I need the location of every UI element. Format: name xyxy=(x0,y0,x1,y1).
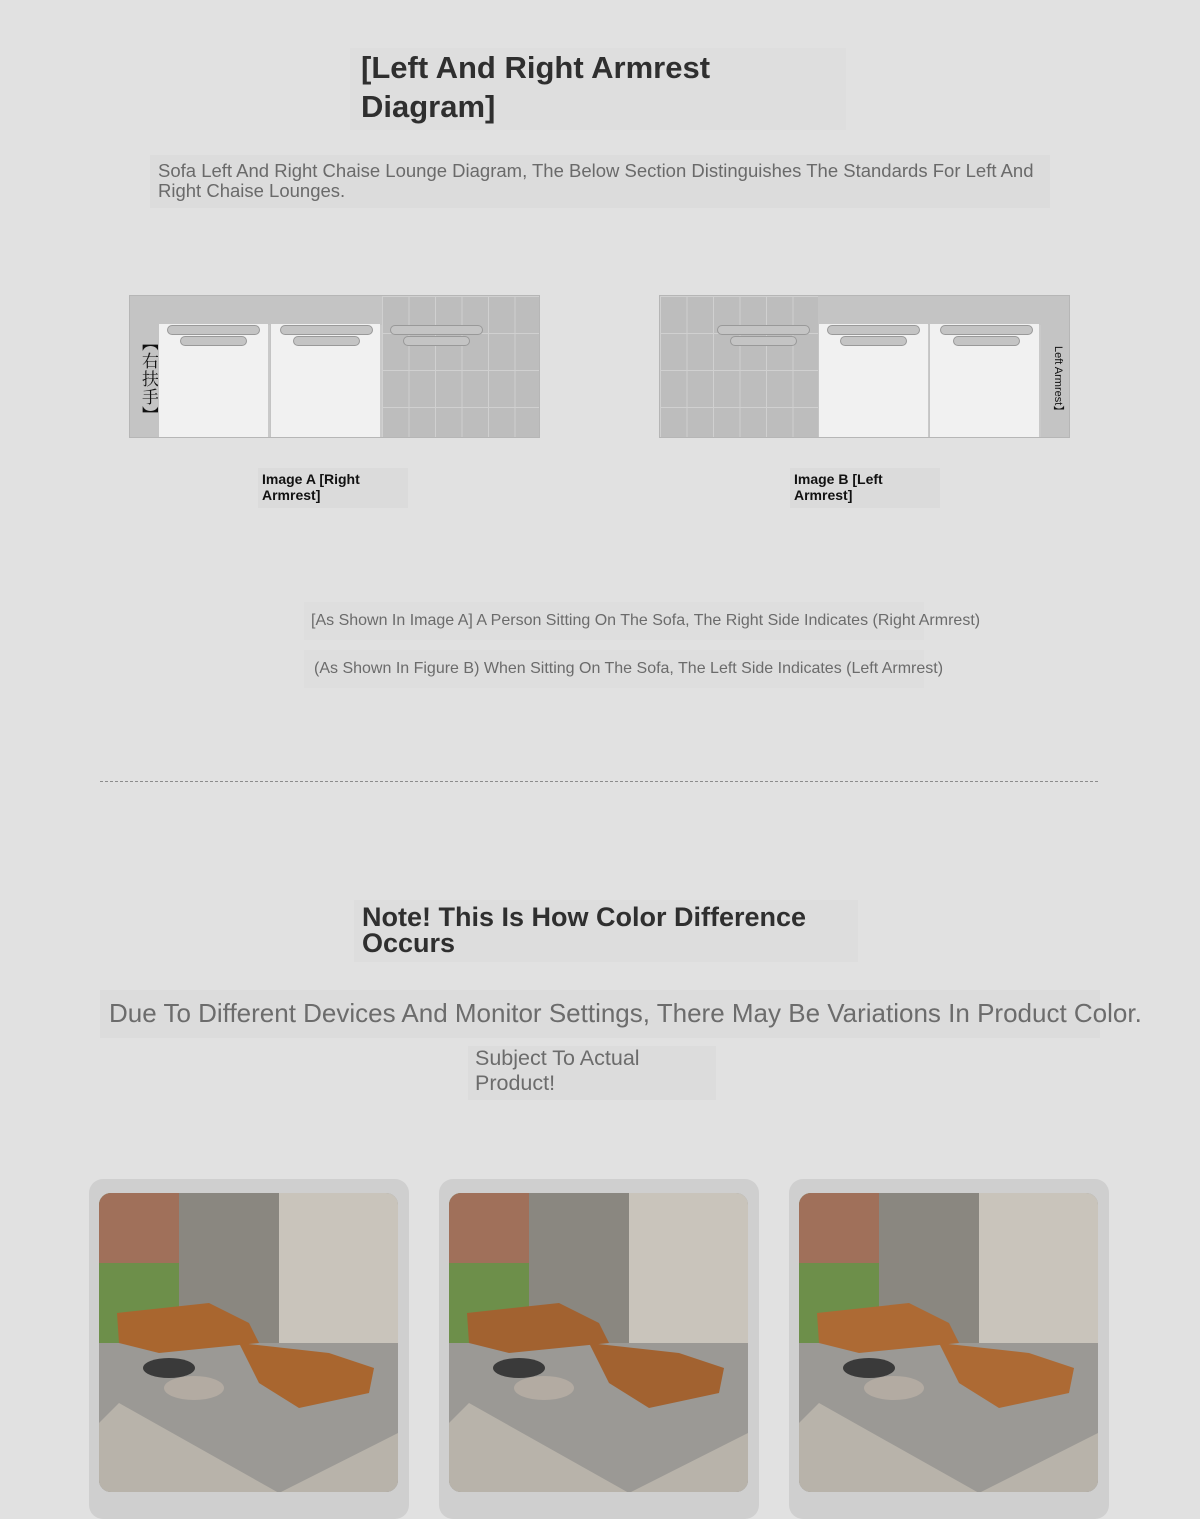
explanation-image-b: (As Shown In Figure B) When Sitting On The Sofa, The Left Side Indicates (Left Armrest) xyxy=(314,660,944,677)
sofa-photo xyxy=(99,1193,398,1492)
photo-card xyxy=(89,1179,409,1519)
note-line-1: Due To Different Devices And Monitor Settings, There May Be Variations In Product Color. xyxy=(109,998,1142,1028)
explanation-image-a: [As Shown In Image A] A Person Sitting On The Sofa, The Right Side Indicates (Right Armrest) xyxy=(311,612,981,629)
photo-card xyxy=(439,1179,759,1519)
sofa-chaise xyxy=(660,296,818,437)
section-divider xyxy=(100,781,1098,782)
sofa-cushion xyxy=(717,325,810,335)
sofa-cushion xyxy=(403,336,470,346)
sofa-cushion xyxy=(180,336,247,346)
sofa-chaise xyxy=(382,296,539,437)
sofa-cushion xyxy=(730,336,797,346)
left-armrest-label: Left Armrest】 xyxy=(1052,346,1064,417)
sofa-backrest xyxy=(818,296,1041,325)
right-armrest-label: 【右扶手】 xyxy=(139,334,158,424)
photo-card xyxy=(789,1179,1109,1519)
sofa-cushion xyxy=(390,325,483,335)
sofa-cushion xyxy=(280,325,373,335)
note-title: Note! This Is How Color Difference Occurs xyxy=(362,902,807,958)
sofa-diagram-a xyxy=(129,295,540,438)
sofa-cushion xyxy=(940,325,1033,335)
caption-image-a: Image A [Right Armrest] xyxy=(262,471,360,503)
note-line-2: Subject To Actual Product! xyxy=(475,1046,640,1095)
sofa-cushion xyxy=(167,325,260,335)
sofa-photo xyxy=(799,1193,1098,1492)
sofa-cushion xyxy=(293,336,360,346)
caption-image-b: Image B [Left Armrest] xyxy=(794,471,883,503)
sofa-cushion xyxy=(840,336,907,346)
sofa-cushion xyxy=(953,336,1020,346)
sofa-cushion xyxy=(827,325,920,335)
sofa-photo xyxy=(449,1193,748,1492)
sofa-backrest xyxy=(158,296,382,325)
page-title: [Left And Right Armrest Diagram] xyxy=(361,50,711,124)
sofa-diagram-b xyxy=(659,295,1070,438)
intro-text: Sofa Left And Right Chaise Lounge Diagram, The Below Section Distinguishes The Standards For Left And Right Chaise Lounges. xyxy=(158,160,1034,201)
